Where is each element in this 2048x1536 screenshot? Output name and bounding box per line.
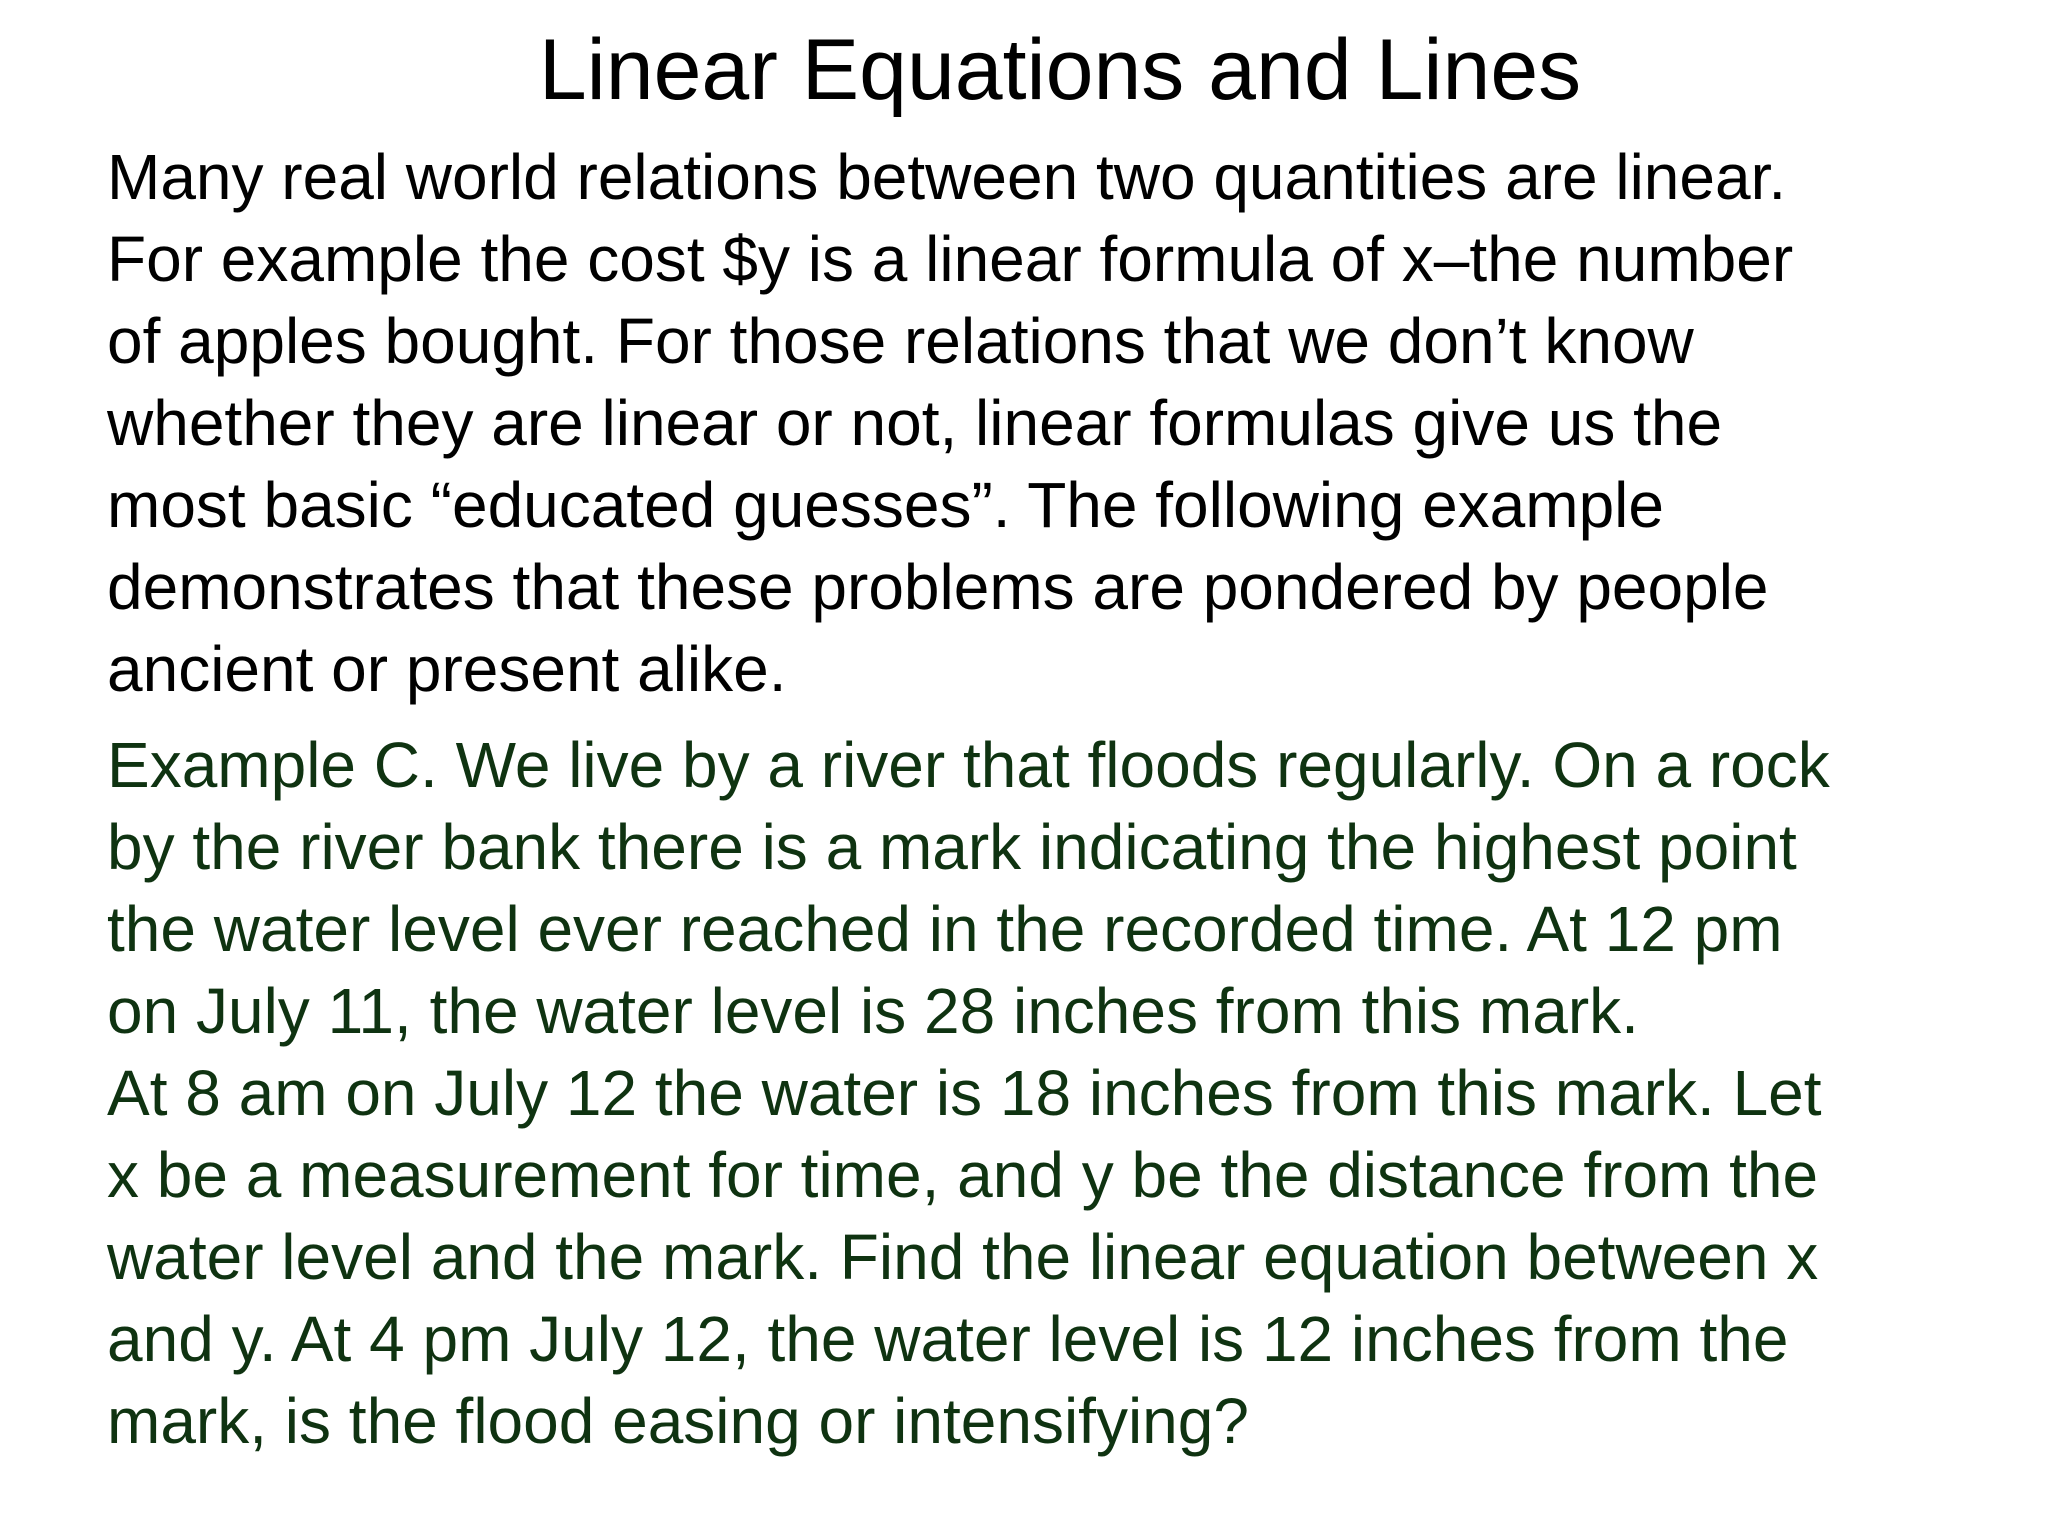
intro-line-1: Many real world relations between two quantities are linear. bbox=[107, 141, 1787, 213]
intro-line-2: For example the cost $y is a linear formula of x–the number bbox=[107, 223, 1794, 295]
example-line-6: x be a measurement for time, and y be the distance from the bbox=[107, 1139, 1819, 1211]
intro-line-5: most basic “educated guesses”. The following example bbox=[107, 469, 1664, 541]
example-line-2: by the river bank there is a mark indicating the highest point bbox=[107, 811, 1797, 883]
example-line-4: on July 11, the water level is 28 inches from this mark. bbox=[107, 975, 1639, 1047]
example-line-9: mark, is the flood easing or intensifying? bbox=[107, 1385, 1249, 1457]
example-line-5: At 8 am on July 12 the water is 18 inches from this mark. Let bbox=[107, 1057, 1822, 1129]
intro-line-4: whether they are linear or not, linear formulas give us the bbox=[107, 387, 1723, 459]
slide-title: Linear Equations and Lines bbox=[538, 22, 1582, 118]
intro-line-7: ancient or present alike. bbox=[107, 633, 787, 705]
example-line-3: the water level ever reached in the recorded time. At 12 pm bbox=[107, 893, 1783, 965]
example-line-7: water level and the mark. Find the linear equation between x bbox=[107, 1221, 1819, 1293]
intro-line-3: of apples bought. For those relations that we don’t know bbox=[107, 305, 1694, 377]
intro-line-6: demonstrates that these problems are pondered by people bbox=[107, 551, 1769, 623]
example-line-1: Example C. We live by a river that floods regularly. On a rock bbox=[107, 729, 1830, 801]
example-line-8: and y. At 4 pm July 12, the water level is 12 inches from the bbox=[107, 1303, 1789, 1375]
